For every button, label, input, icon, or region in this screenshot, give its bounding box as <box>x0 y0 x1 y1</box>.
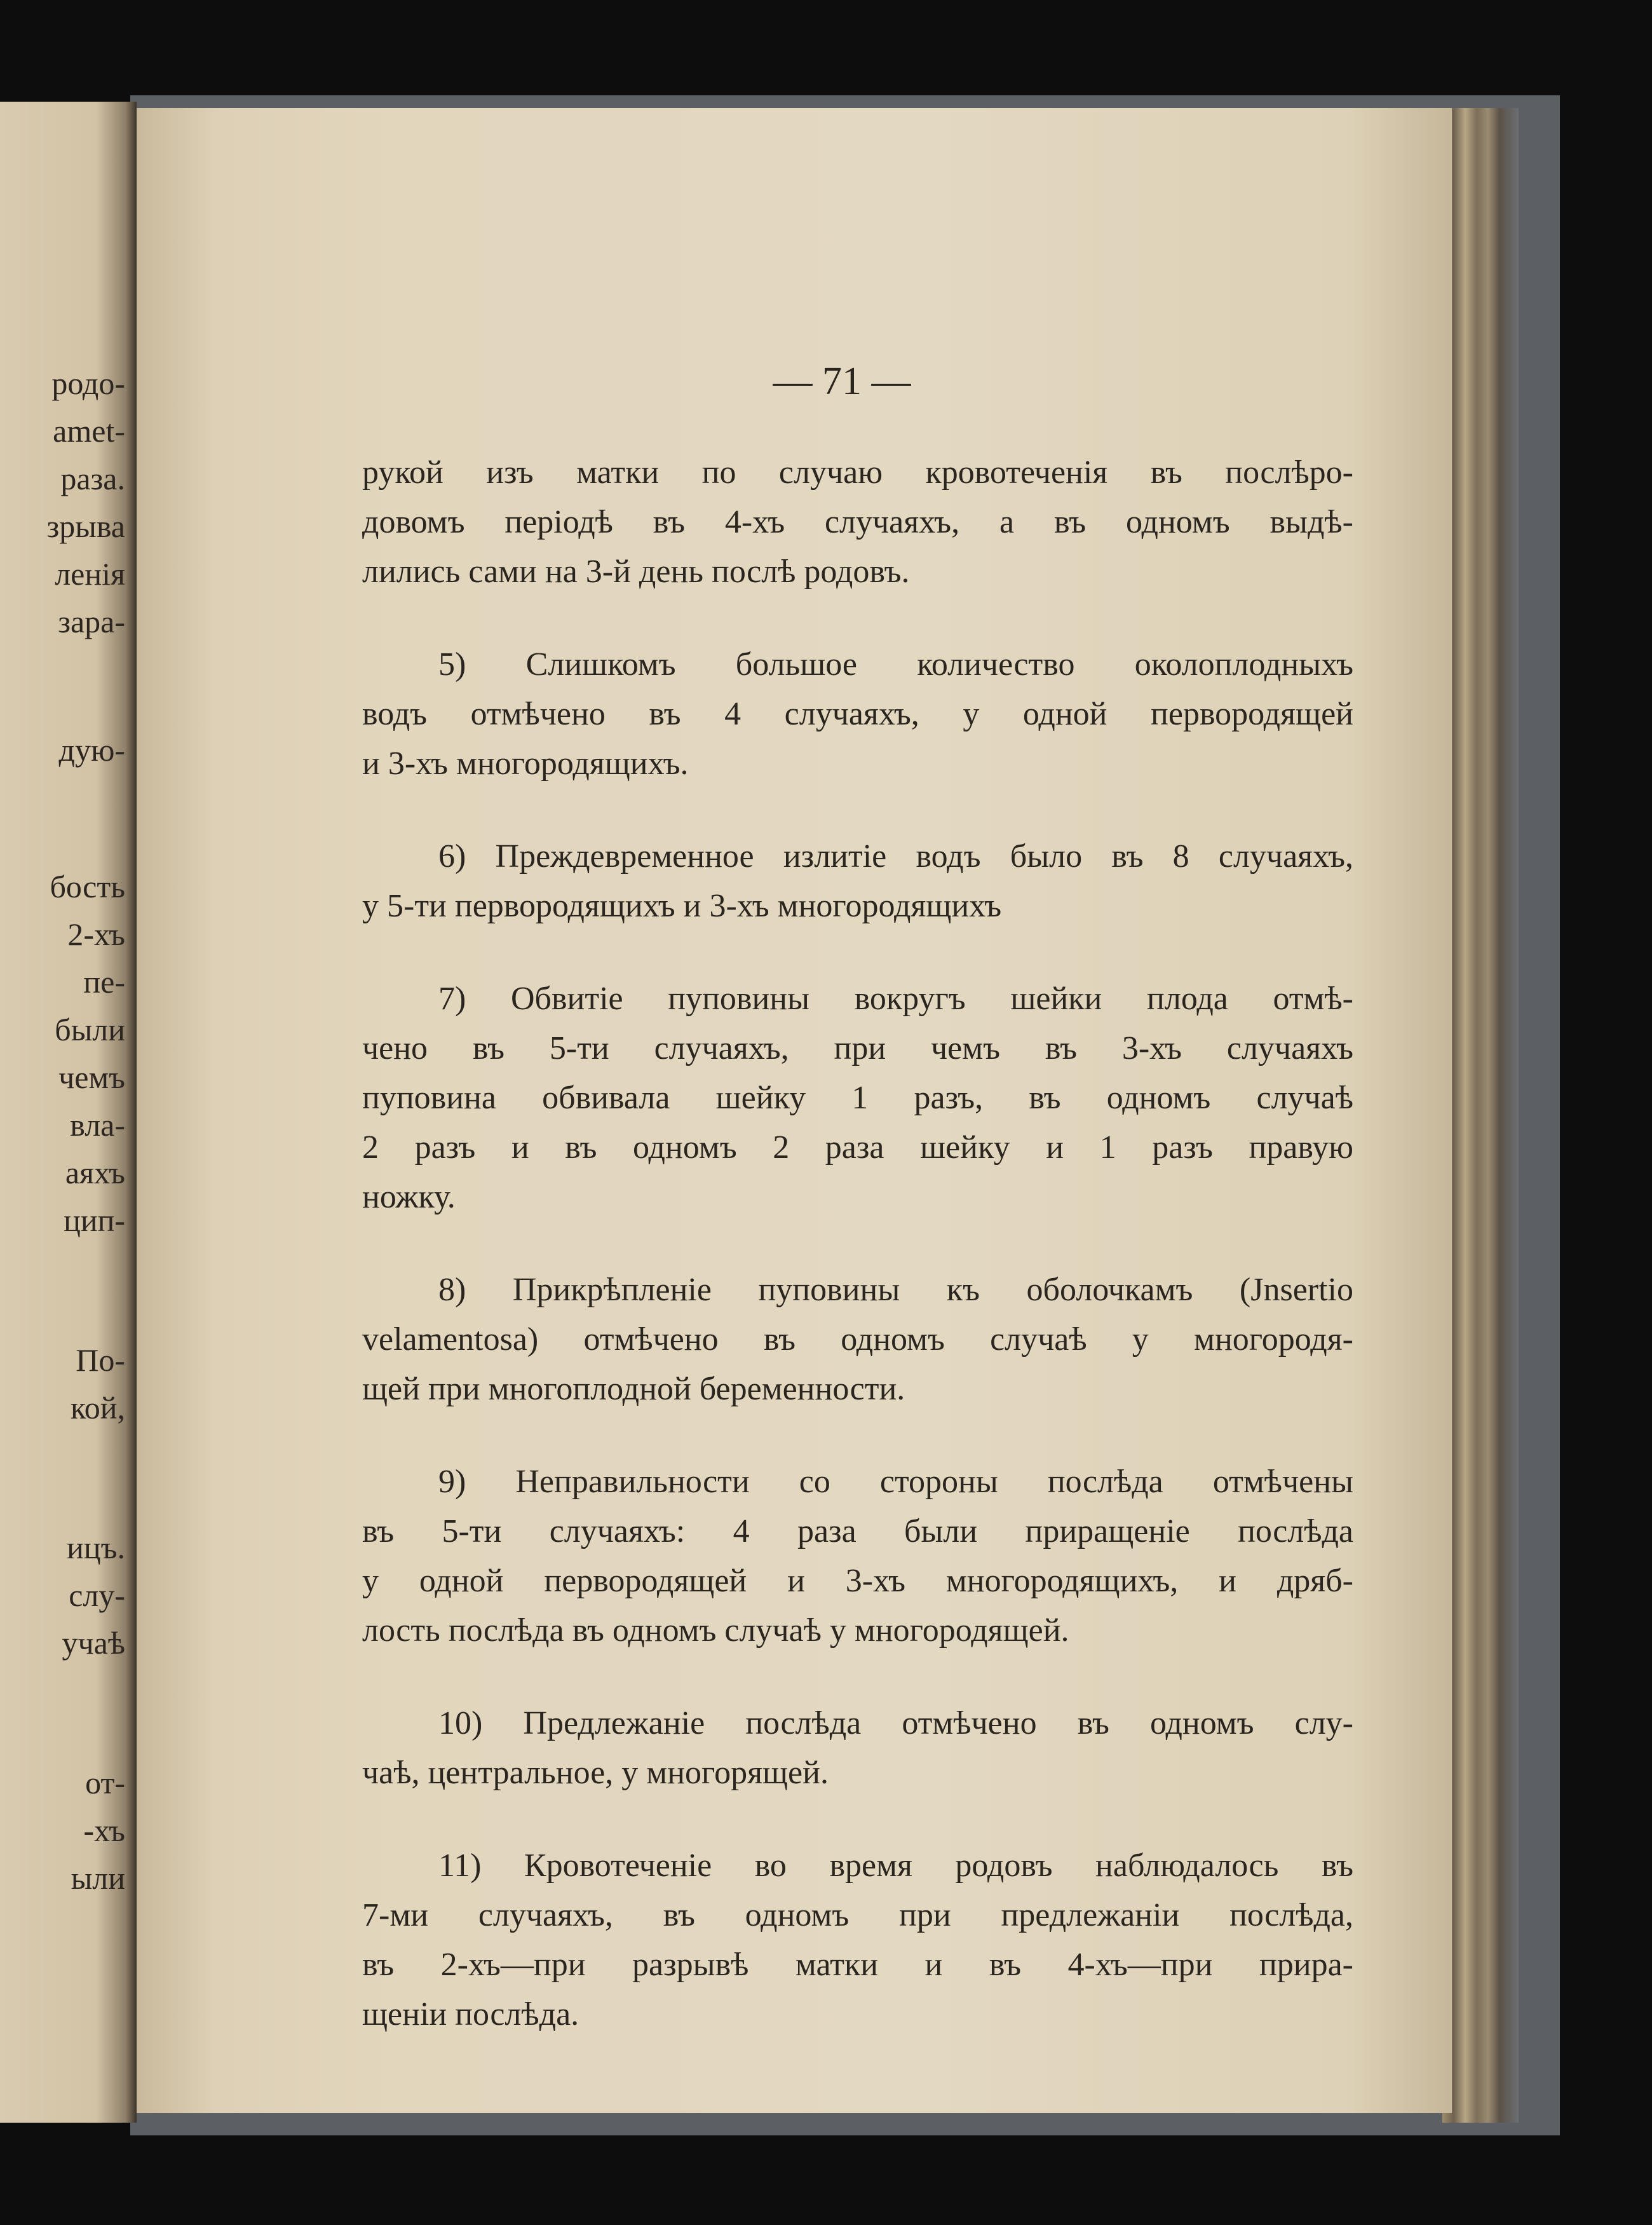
paragraph <box>362 1699 1353 1798</box>
left-fragment: amet- <box>53 413 125 449</box>
text-line: лились сами на 3-й день послѣ родовъ. <box>362 554 910 590</box>
paragraph <box>362 448 1353 597</box>
text-line: чаѣ, центральное, у многорящей. <box>362 1755 829 1791</box>
text-line: у 5-ти первородящихъ и 3-хъ многородящихъ <box>362 888 1002 924</box>
text-line: 7-ми случаяхъ, въ одномъ при предлежаніи послѣда, <box>362 1897 1353 1933</box>
left-fragment: от- <box>85 1765 125 1800</box>
left-fragment: родо- <box>51 365 125 401</box>
paragraph <box>362 1841 1353 2039</box>
text-line: 9) Неправильности со стороны послѣда отмѣчены <box>438 1464 1353 1500</box>
text-line: 11) Кровотеченіе во время родовъ наблюдалось въ <box>438 1847 1353 1884</box>
paragraph <box>362 640 1353 789</box>
left-fragment: 2-хъ <box>67 916 125 952</box>
left-fragment: кой, <box>70 1390 125 1425</box>
page-body <box>362 448 1353 2083</box>
left-fragment: учаѣ <box>62 1625 125 1661</box>
paragraph <box>362 832 1353 931</box>
text-line: velamentosa) отмѣчено въ одномъ случаѣ у многородя- <box>362 1321 1353 1357</box>
text-line: водъ отмѣчено въ 4 случаяхъ, у одной первородящей <box>362 696 1353 732</box>
left-fragment: ицъ. <box>67 1530 125 1565</box>
left-fragment: вла- <box>70 1107 125 1143</box>
text-line: 8) Прикрѣпленіе пуповины къ оболочкамъ (Jnsertio <box>438 1272 1353 1308</box>
text-line: чено въ 5-ти случаяхъ, при чемъ въ 3-хъ случаяхъ <box>362 1030 1353 1066</box>
text-line: въ 5-ти случаяхъ: 4 раза были приращеніе послѣда <box>362 1513 1353 1549</box>
left-fragment: ленія <box>55 556 125 592</box>
left-fragment: дую- <box>58 732 125 768</box>
page-edges <box>1442 108 1519 2123</box>
left-fragment: -хъ <box>83 1813 125 1848</box>
left-fragment: бость <box>50 869 125 904</box>
left-fragment: пе- <box>83 964 125 1000</box>
text-line: рукой изъ матки по случаю кровотеченія въ послѣро- <box>362 454 1353 491</box>
left-fragment: зрыва <box>46 508 125 544</box>
text-line: пуповина обвивала шейку 1 разъ, въ одномъ случаѣ <box>362 1080 1353 1116</box>
text-line: и 3-хъ многородящихъ. <box>362 745 689 782</box>
left-fragment: раза. <box>60 461 125 496</box>
text-line: въ 2-хъ—при разрывѣ матки и въ 4-хъ—при прира- <box>362 1947 1353 1983</box>
left-fragment: слу- <box>69 1577 125 1613</box>
left-fragment: ыли <box>71 1860 125 1896</box>
text-line: 5) Слишкомъ большое количество околоплодныхъ <box>438 646 1353 683</box>
left-fragment: аяхъ <box>65 1155 125 1190</box>
text-line: 6) Преждевременное излитіе водъ было въ 8 случаяхъ, <box>438 838 1353 874</box>
text-line: щеніи послѣда. <box>362 1996 579 2032</box>
paragraph <box>362 1265 1353 1414</box>
text-line: у одной первородящей и 3-хъ многородящихъ, и дряб- <box>362 1563 1353 1599</box>
paragraph <box>362 974 1353 1222</box>
left-fragment: были <box>55 1012 125 1047</box>
text-line: щей при многоплодной беременности. <box>362 1371 905 1407</box>
text-line: ножку. <box>362 1179 456 1215</box>
text-line: 7) Обвитіе пуповины вокругъ шейки плода отмѣ- <box>438 981 1353 1017</box>
left-page-text <box>0 102 137 2123</box>
paragraph <box>362 1457 1353 1656</box>
page-number: — 71 — <box>773 360 911 403</box>
left-fragment: зара- <box>58 604 125 639</box>
left-fragment: цип- <box>64 1202 125 1238</box>
left-fragment: По- <box>76 1342 125 1378</box>
text-line: 10) Предлежаніе послѣда отмѣчено въ одномъ слу- <box>438 1705 1353 1741</box>
text-line: довомъ періодѣ въ 4-хъ случаяхъ, а въ одномъ выдѣ- <box>362 504 1353 540</box>
left-facing-page <box>0 102 137 2123</box>
left-fragment: чемъ <box>58 1059 125 1095</box>
text-line: лость послѣда въ одномъ случаѣ у многородящей. <box>362 1612 1069 1649</box>
right-page <box>137 108 1452 2113</box>
text-line: 2 разъ и въ одномъ 2 раза шейку и 1 разъ правую <box>362 1129 1353 1166</box>
